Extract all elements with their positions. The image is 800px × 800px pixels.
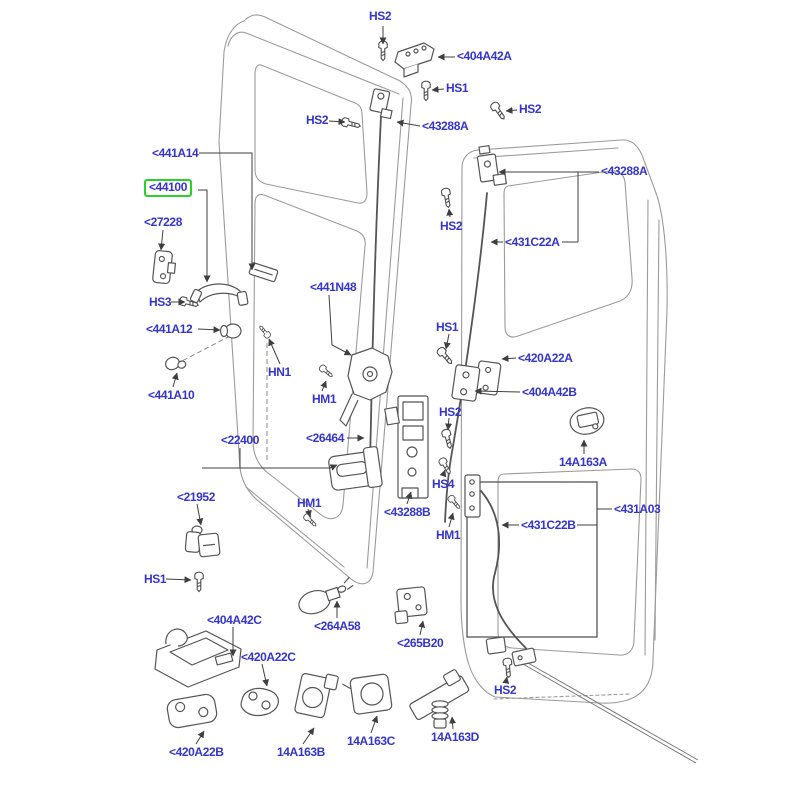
callout-265b20[interactable]: <265B20: [397, 636, 444, 650]
callout-26464[interactable]: <26464: [306, 431, 344, 445]
callout-hs2-5[interactable]: HS2: [439, 405, 462, 419]
screw-icon: [303, 513, 319, 529]
callout-420a22c[interactable]: <420A22C: [241, 650, 296, 664]
callout-hs2-6[interactable]: HS2: [494, 683, 517, 697]
callout-hs1-2[interactable]: HS1: [436, 320, 459, 334]
callout-420a22a[interactable]: <420A22A: [518, 351, 573, 365]
screw-icon: [503, 658, 513, 678]
screw-icon: [422, 81, 430, 100]
callout-43288a-1[interactable]: <43288A: [422, 119, 469, 133]
callout-hn1[interactable]: HN1: [268, 365, 291, 379]
screw-icon: [318, 364, 334, 379]
callout-hs3[interactable]: HS3: [149, 295, 172, 309]
screw-icon: [489, 101, 507, 122]
callout-43288b[interactable]: <43288B: [384, 505, 431, 519]
callout-hs1-1[interactable]: HS1: [446, 81, 469, 95]
callout-hs4[interactable]: HS4: [432, 477, 455, 491]
callout-264a58[interactable]: <264A58: [314, 619, 361, 633]
check-rod: [521, 659, 698, 763]
screw-icon: [340, 117, 361, 130]
callout-43288a-2[interactable]: <43288A: [601, 164, 648, 178]
callout-hs1-3[interactable]: HS1: [144, 572, 167, 586]
callout-21952[interactable]: <21952: [177, 490, 215, 504]
callout-441n48[interactable]: <441N48: [310, 280, 357, 294]
callout-14a163a[interactable]: 14A163A: [559, 455, 607, 469]
callout-27228[interactable]: <27228: [144, 215, 182, 229]
callout-404a42c[interactable]: <404A42C: [207, 613, 262, 627]
screw-icon: [441, 188, 453, 208]
callout-14a163b[interactable]: 14A163B: [277, 745, 325, 759]
callout-22400[interactable]: <22400: [221, 433, 259, 447]
group-box-431a03: [467, 482, 597, 637]
callout-441a14[interactable]: <441A14: [152, 146, 199, 160]
callout-431c22b[interactable]: <431C22B: [521, 518, 576, 532]
callout-44100-highlighted[interactable]: <44100: [144, 179, 192, 197]
callout-431a03[interactable]: <431A03: [614, 502, 661, 516]
cables: [370, 116, 533, 658]
callout-441a12[interactable]: <441A12: [146, 322, 193, 336]
callout-hm1-2[interactable]: HM1: [297, 496, 322, 510]
callout-hs2-4[interactable]: HS2: [440, 219, 463, 233]
callout-14a163d[interactable]: 14A163D: [431, 730, 479, 744]
callout-441a10[interactable]: <441A10: [148, 388, 195, 402]
callout-404a42b[interactable]: <404A42B: [522, 385, 577, 399]
callout-14a163c[interactable]: 14A163C: [347, 734, 395, 748]
screw-icon: [379, 41, 387, 60]
callout-hs2-3[interactable]: HS2: [306, 113, 329, 127]
screw-icon: [195, 572, 203, 591]
fastener-icons: [178, 41, 512, 678]
nut-icon: [257, 324, 271, 339]
callout-404a42a[interactable]: <404A42A: [457, 49, 512, 63]
callout-420a22b[interactable]: <420A22B: [169, 745, 224, 759]
callout-hs2-2[interactable]: HS2: [519, 102, 542, 116]
screw-icon: [447, 494, 462, 510]
door-right-outline: [461, 140, 667, 703]
screw-icon: [436, 346, 455, 366]
callout-hm1-3[interactable]: HM1: [436, 528, 461, 542]
callout-hs2-1[interactable]: HS2: [369, 9, 392, 23]
callout-431c22a[interactable]: <431C22A: [505, 235, 560, 249]
callout-hm1-1[interactable]: HM1: [312, 392, 337, 406]
